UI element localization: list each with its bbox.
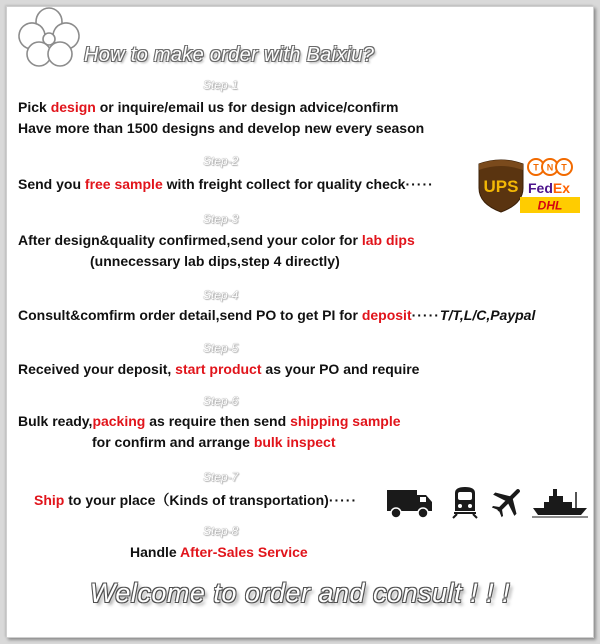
step3-line1: After design&quality confirmed,send your color for lab dips — [18, 232, 415, 248]
svg-text:UPS: UPS — [483, 177, 519, 196]
truck-icon — [386, 487, 434, 519]
svg-text:N: N — [546, 162, 554, 173]
step-label: Step-5 — [203, 341, 239, 355]
step7-line1: Ship to your place（Kinds of transportation)····· — [34, 492, 358, 508]
ship-icon — [532, 486, 588, 518]
step-label: Step-3 — [203, 212, 239, 226]
step1-line1: Pick design or inquire/email us for design advice/confirm — [18, 99, 399, 115]
svg-text:T: T — [533, 162, 539, 173]
step2-line1: Send you free sample with freight collect for quality check····· — [18, 176, 434, 192]
fedex-logo-icon: FedEx — [528, 180, 571, 196]
step-label: Step-4 — [203, 288, 239, 302]
step6-line1: Bulk ready,packing as require then send shipping sample — [18, 413, 401, 429]
svg-text:DHL: DHL — [537, 198, 563, 213]
welcome-footer: Welcome to order and consult ! ! ! — [89, 578, 511, 608]
tnt-logo-icon — [527, 157, 573, 177]
step5-line1: Received your deposit, start product as your PO and require — [18, 361, 420, 377]
step-label: Step-2 — [203, 154, 239, 168]
step-label: Step-7 — [203, 470, 239, 484]
step-label: Step-6 — [203, 394, 239, 408]
step1-line2: Have more than 1500 designs and develop new every season — [18, 120, 425, 136]
step8-line1: Handle After-Sales Service — [130, 544, 308, 560]
step3-line2: (unnecessary lab dips,step 4 directly) — [90, 253, 340, 269]
step-label: Step-8 — [203, 524, 239, 538]
page-title: How to make order with Baixiu? — [84, 44, 375, 66]
dhl-logo-icon — [520, 197, 580, 213]
airplane-icon — [492, 484, 524, 518]
step-label: Step-1 — [203, 78, 239, 92]
train-icon — [452, 485, 478, 519]
svg-text:T: T — [561, 162, 567, 173]
step4-line1: Consult&comfirm order detail,send PO to get PI for deposit·····T/T,L/C,Paypal — [18, 307, 536, 323]
flower-logo-icon — [14, 6, 84, 70]
step6-line2: for confirm and arrange bulk inspect — [92, 434, 336, 450]
